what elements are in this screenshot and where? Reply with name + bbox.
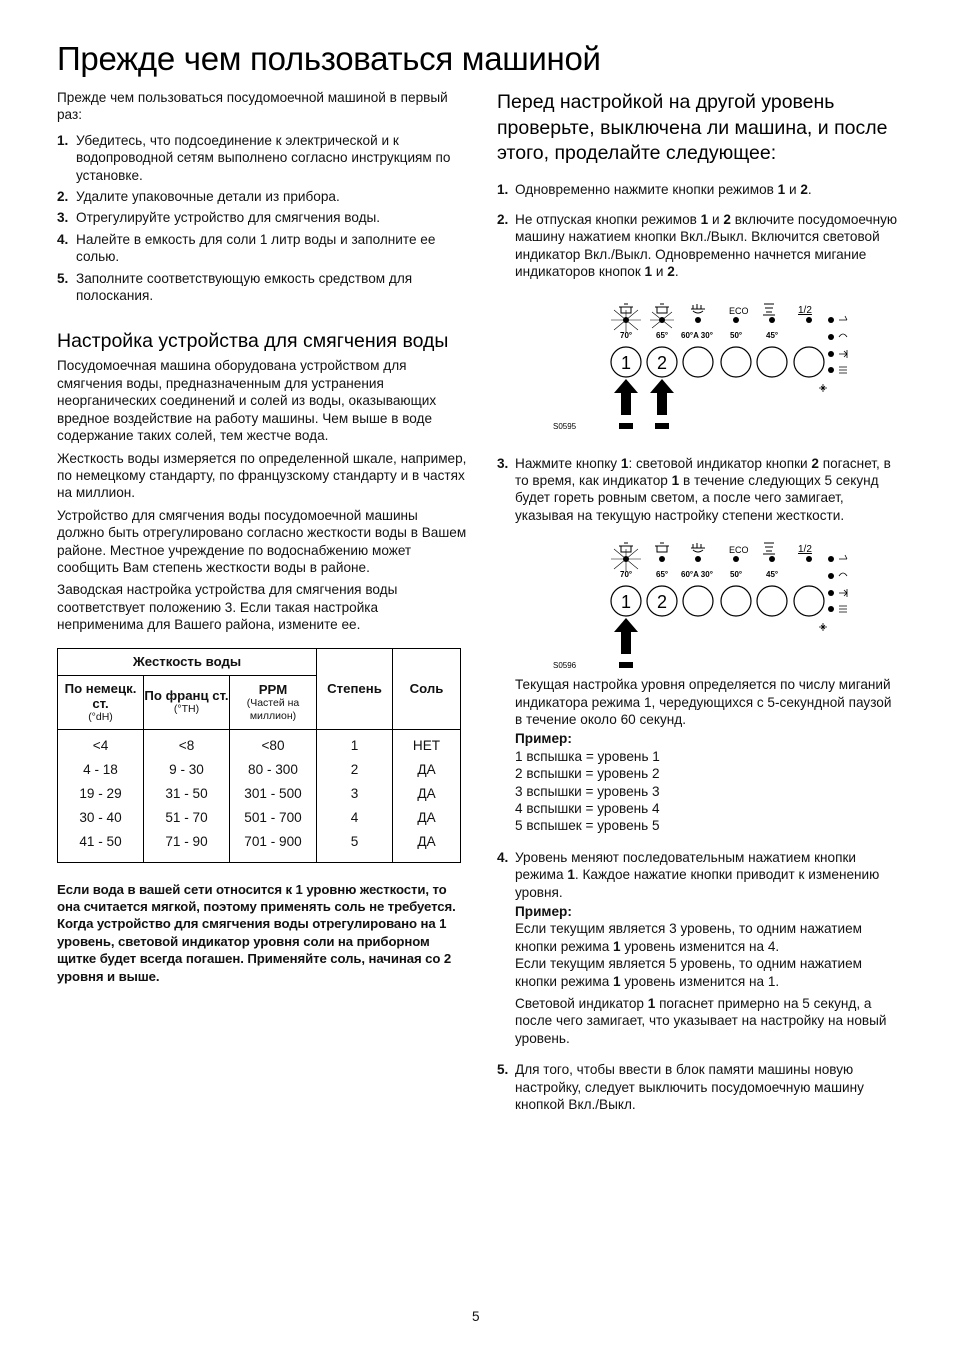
button-ref: 2 xyxy=(800,181,808,197)
temp-label: 60°A 30° xyxy=(681,570,713,580)
example-text: Если текущим является 3 уровень, то одним нажатием кнопки режима xyxy=(515,921,862,954)
half-load-label: 1/2 xyxy=(798,304,812,316)
temp-label: 65° xyxy=(656,330,669,340)
table-row xyxy=(58,782,461,806)
salt-icon xyxy=(839,334,847,337)
cell-fr: 31 - 50 xyxy=(144,782,230,806)
left-column xyxy=(57,89,467,985)
temp-label: 70° xyxy=(620,330,633,340)
arrow-up-icon xyxy=(650,379,674,415)
arrow-up-icon xyxy=(614,618,638,654)
paragraph: Устройство для смягчения воды посудомоечной машины должно быть отрегулировано согласно жесткости воды в Вашем районе. Местное учреждение по водоснабжению может сообщить Вам степень жесткости воды в районе. xyxy=(57,507,467,575)
program-button-3 xyxy=(683,586,713,616)
paragraph: Жесткость воды измеряется по определенной шкале, например, по немецкому стандарту, по французскому стандарту и в частях на миллион. xyxy=(57,450,467,501)
delay-icon xyxy=(839,589,847,597)
table-header-level: Степень xyxy=(317,648,393,729)
example-text: уровень изменится на 4. xyxy=(620,938,780,954)
list-item xyxy=(497,1061,902,1113)
cell-salt: ДА xyxy=(393,782,461,806)
list-item xyxy=(497,849,902,1047)
step-number: 2. xyxy=(57,189,69,205)
step-text: и xyxy=(785,181,801,197)
cell-level: 4 xyxy=(317,806,393,830)
step-text: : световой индикатор кнопки xyxy=(628,455,812,471)
cell-fr: 51 - 70 xyxy=(144,806,230,830)
level-info-text: Текущая настройка уровня определяется по числу миганий индикатора режима 1, чередующихся с 5-секундной паузой в течение около 60 секунд. xyxy=(515,677,892,727)
example-label: Пример: xyxy=(515,731,572,747)
list-item xyxy=(497,181,902,198)
list-item xyxy=(57,270,467,305)
indicator-dot xyxy=(828,573,834,579)
pot-icon xyxy=(655,543,669,552)
list-item xyxy=(497,455,902,835)
indicator-dot xyxy=(828,590,834,596)
program-button-6 xyxy=(794,347,824,377)
table-header-fr xyxy=(144,675,230,729)
step-number: 3. xyxy=(57,210,69,226)
cell-ppm: <80 xyxy=(230,729,317,758)
step-text: Уровень меняют последовательным нажатием кнопки режима xyxy=(515,849,856,883)
indicator-dot xyxy=(769,556,775,562)
button-number: 2 xyxy=(657,352,668,373)
button-ref: 1 xyxy=(567,867,575,883)
indicator-dot xyxy=(828,556,834,562)
button-number: 1 xyxy=(621,592,632,613)
indicator-dot xyxy=(828,606,834,612)
cell-de: 4 - 18 xyxy=(58,758,144,782)
button-ref: 1 xyxy=(700,211,709,227)
step-number: 3. xyxy=(497,455,509,471)
salt-icon xyxy=(839,573,847,576)
header-label: По франц ст. xyxy=(144,688,229,704)
step-text: Отрегулируйте устройство для смягчения воды. xyxy=(76,210,381,226)
paragraph: Заводская настройка устройства для смягчения воды соответствует положению 3. Если такая настройка неприменима для Вашего района, измените ее. xyxy=(57,582,398,633)
pot-icon xyxy=(655,304,669,313)
table-row xyxy=(58,830,461,863)
step-text: . xyxy=(674,264,679,280)
step-text: Удалите упаковочные детали из прибора. xyxy=(76,189,340,205)
button-ref: 1 xyxy=(613,973,621,989)
button-ref: 1 xyxy=(647,996,656,1012)
button-number: 2 xyxy=(657,592,668,613)
cell-de: <4 xyxy=(58,729,144,758)
flash-line: 1 вспышка = уровень 1 xyxy=(515,748,660,764)
indicator-dot xyxy=(733,317,739,323)
step-text: Заполните соответствующую емкость средством для полоскания. xyxy=(76,270,413,304)
cell-fr: 9 - 30 xyxy=(144,758,230,782)
example-text: уровень изменится на 1. xyxy=(620,973,780,989)
temp-label: 45° xyxy=(766,330,779,340)
glass-icon xyxy=(763,543,775,554)
half-load-label: 1/2 xyxy=(798,544,812,556)
right-column xyxy=(497,90,902,1114)
page-title: Прежде чем пользоваться машиной xyxy=(57,40,601,77)
step-number: 1. xyxy=(497,181,509,197)
temp-label: 45° xyxy=(766,570,779,580)
program-button-5 xyxy=(757,347,787,377)
arrow-up-icon xyxy=(614,379,638,415)
table-group-header: Жесткость воды xyxy=(58,648,317,675)
control-panel-figure-1 xyxy=(535,295,895,435)
program-button-6 xyxy=(794,586,824,616)
cell-de: 41 - 50 xyxy=(58,830,144,863)
step-text: Нажмите кнопку xyxy=(515,455,621,471)
list-item xyxy=(57,188,467,205)
eco-label: ECO xyxy=(729,305,749,316)
temp-label: 60°A 30° xyxy=(681,330,713,340)
cell-ppm: 80 - 300 xyxy=(230,758,317,782)
cell-salt: НЕТ xyxy=(393,729,461,758)
step-number: 5. xyxy=(497,1062,509,1078)
power-sun-icon xyxy=(819,623,827,631)
step-text: Не отпуская кнопки режимов xyxy=(515,211,701,227)
step-text: погаснет, в то время, как индикатор xyxy=(515,455,891,488)
step-text: Одновременно нажмите кнопки режимов xyxy=(515,181,778,197)
button-ref: 1 xyxy=(644,264,653,280)
button-ref: 1 xyxy=(671,472,680,488)
rinse-aid-icon xyxy=(839,316,847,320)
steam-icon xyxy=(691,543,705,552)
list-item xyxy=(57,132,467,184)
control-panel-figure-2 xyxy=(535,534,895,674)
finger-press-mark xyxy=(619,423,633,429)
example-line xyxy=(515,995,902,1047)
temp-label: 70° xyxy=(620,570,633,580)
example-label: Пример: xyxy=(515,904,572,920)
indicator-dot xyxy=(828,367,834,373)
figure-label: S0596 xyxy=(553,661,577,671)
delay-icon xyxy=(839,350,847,358)
program-button-3 xyxy=(683,347,713,377)
cell-de: 30 - 40 xyxy=(58,806,144,830)
header-label: По немецк. ст. xyxy=(64,680,137,711)
cell-ppm: 501 - 700 xyxy=(230,806,317,830)
flash-line: 3 вспышки = уровень 3 xyxy=(515,783,660,799)
prep-steps-list xyxy=(57,132,467,305)
hardness-table xyxy=(57,648,461,863)
program-button-4 xyxy=(721,586,751,616)
procedure-steps-list xyxy=(497,181,902,1114)
table-row xyxy=(58,806,461,830)
cell-salt: ДА xyxy=(393,830,461,863)
step-text: . Каждое нажатие кнопки приводит к изменению уровня. xyxy=(515,867,880,900)
cell-level: 1 xyxy=(317,729,393,758)
temp-label: 65° xyxy=(656,570,669,580)
step-text: и xyxy=(652,264,668,280)
temp-label: 50° xyxy=(730,330,743,340)
finger-press-mark xyxy=(619,662,633,668)
program-button-4 xyxy=(721,347,751,377)
page-number: 5 xyxy=(472,1309,480,1324)
step-number: 4. xyxy=(57,231,69,247)
indicator-dot xyxy=(806,317,812,323)
cell-salt: ДА xyxy=(393,758,461,782)
indicator-dot xyxy=(806,556,812,562)
indicator-dot xyxy=(695,556,701,562)
glass-icon xyxy=(763,304,775,315)
end-icon xyxy=(839,367,847,373)
example-text: погаснет примерно на 5 секунд, а после чего замигает, что указывает на настройку на новый уровень. xyxy=(515,996,887,1046)
button-ref: 2 xyxy=(667,264,675,280)
table-header-de xyxy=(58,675,144,729)
step-text: и xyxy=(708,211,724,227)
step-text: Для того, чтобы ввести в блок памяти машины новую настройку, следует выключить посудомоечную машину кнопкой Вкл./Выкл. xyxy=(515,1062,864,1113)
temp-label: 50° xyxy=(730,570,743,580)
table-row xyxy=(58,758,461,782)
indicator-dot xyxy=(828,351,834,357)
step-number: 5. xyxy=(57,270,69,286)
step-number: 1. xyxy=(57,132,69,148)
button-number: 1 xyxy=(621,352,632,373)
cell-fr: 71 - 90 xyxy=(144,830,230,863)
power-sun-icon xyxy=(819,384,827,392)
indicator-dot xyxy=(828,334,834,340)
step-text: Убедитесь, что подсоединение к электрической и к водопроводной сетям выполнено согласно инструкциям по установке. xyxy=(76,132,451,183)
cell-ppm: 701 - 900 xyxy=(230,830,317,863)
step-number: 4. xyxy=(497,849,509,865)
indicator-dot xyxy=(623,317,629,323)
table-header-ppm xyxy=(230,675,317,729)
program-button-5 xyxy=(757,586,787,616)
list-item xyxy=(57,209,467,226)
indicator-dot xyxy=(828,317,834,323)
step-number: 2. xyxy=(497,211,509,227)
indicator-dot xyxy=(659,556,665,562)
figure-label: S0595 xyxy=(553,421,577,431)
indicator-dot xyxy=(733,556,739,562)
header-unit: (°dH) xyxy=(88,710,113,723)
finger-press-mark xyxy=(655,423,669,429)
example-text: Если текущим является 5 уровень, то одним нажатием кнопки режима xyxy=(515,956,862,989)
step-text: в течение следующих 5 секунд будет гореть ровным светом, а после чего замигает, указывая на текущую настройку степени жесткости. xyxy=(515,472,879,523)
rinse-aid-icon xyxy=(839,555,847,559)
header-label: PPM xyxy=(258,681,288,697)
step-text: Налейте в емкость для соли 1 литр воды и заполните ее солью. xyxy=(76,231,436,265)
header-unit: (Частей на миллион) xyxy=(246,696,300,722)
button-ref: 1 xyxy=(613,938,621,954)
cell-de: 19 - 29 xyxy=(58,782,144,806)
table-header-salt: Соль xyxy=(393,648,461,729)
header-unit: (°TH) xyxy=(173,703,200,716)
cell-level: 2 xyxy=(317,758,393,782)
cell-level: 3 xyxy=(317,782,393,806)
flash-line: 2 вспышки = уровень 2 xyxy=(515,766,660,782)
step-text: включите посудомоечную машину нажатием кнопки Вкл./Выкл. Включится световой индикатор Вкл./Выкл. Одновременно начнется мигание индикаторов кнопок xyxy=(515,211,898,280)
intro-text: Прежде чем пользоваться посудомоечной машиной в первый раз: xyxy=(57,90,448,123)
flash-line: 4 вспышки = уровень 4 xyxy=(515,801,660,816)
cell-ppm: 301 - 500 xyxy=(230,782,317,806)
end-icon xyxy=(839,606,847,612)
button-ref: 2 xyxy=(723,211,731,227)
cell-salt: ДА xyxy=(393,806,461,830)
indicator-dot xyxy=(769,317,775,323)
flash-line: 5 вспышек = уровень 5 xyxy=(515,818,660,834)
indicator-dot xyxy=(695,317,701,323)
salt-note: Если вода в вашей сети относится к 1 уровню жесткости, то она считается мягкой, поэтому применять соль не требуется. Когда устройство для смягчения воды отрегулировано на 1 уровень, световой индикатор уровня соли на приборном щитке будет всегда погашен. Применяйте соль, начиная со 2 уровня и выше. xyxy=(57,881,456,984)
button-ref: 1 xyxy=(620,455,629,471)
table-row xyxy=(58,729,461,758)
button-ref: 1 xyxy=(777,181,786,197)
procedure-heading: Перед настройкой на другой уровень проверьте, выключена ли машина, и после этого, проделайте следующее: xyxy=(497,91,888,164)
example-line xyxy=(515,920,902,955)
list-item xyxy=(497,211,902,435)
indicator-dot xyxy=(659,317,665,323)
paragraph: Посудомоечная машина оборудована устройством для смягчения воды, предназначенным для устранения неорганических соединений и солей из воды, оказывающих вредное воздействие на работу машины. Чем выше в воде содержание таких солей, тем жестче вода. xyxy=(57,358,437,444)
example-text: Световой индикатор xyxy=(515,996,648,1012)
eco-label: ECO xyxy=(729,545,749,556)
list-item xyxy=(57,231,467,266)
cell-fr: <8 xyxy=(144,729,230,758)
example-line xyxy=(515,955,902,990)
button-ref: 2 xyxy=(811,455,819,471)
steam-icon xyxy=(691,304,705,313)
step-text: . xyxy=(807,181,812,197)
section-heading-softener: Настройка устройства для смягчения воды xyxy=(57,330,449,353)
indicator-dot xyxy=(623,556,629,562)
cell-level: 5 xyxy=(317,830,393,863)
